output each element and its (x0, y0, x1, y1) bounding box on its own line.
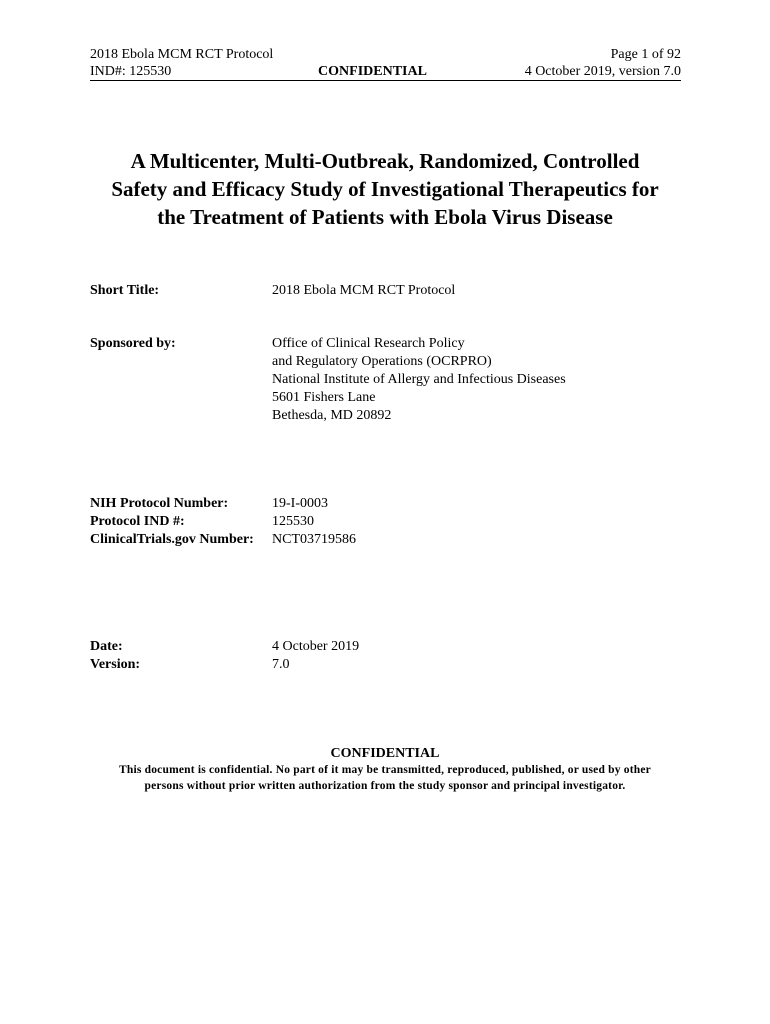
protocol-ind-value: 125530 (272, 514, 314, 529)
version-value: 7.0 (272, 657, 290, 672)
version-label: Version: (90, 657, 141, 672)
clinicaltrials-label: ClinicalTrials.gov Number: (90, 532, 254, 547)
title-line: the Treatment of Patients with Ebola Virus Disease (157, 205, 613, 229)
notice-body (70, 762, 700, 794)
sponsor-label: Sponsored by: (90, 336, 176, 351)
header-rule (90, 80, 681, 81)
short-title-label: Short Title: (90, 283, 160, 298)
protocol-ind-label: Protocol IND #: (90, 514, 185, 529)
notice-heading: CONFIDENTIAL (330, 746, 440, 761)
header-protocol-name: 2018 Ebola MCM RCT Protocol (90, 47, 274, 62)
title-line: A Multicenter, Multi-Outbreak, Randomized, Controlled (130, 149, 640, 173)
sponsor-line: National Institute of Allergy and Infectious Diseases (272, 372, 566, 387)
document-title (70, 147, 700, 231)
confidentiality-notice (70, 745, 700, 794)
nih-protocol-value: 19-I-0003 (272, 496, 328, 511)
sponsor-line: and Regulatory Operations (OCRPRO) (272, 354, 492, 369)
header-ind: IND#: 125530 (90, 64, 172, 79)
header-row-2 (90, 64, 681, 80)
date-value: 4 October 2019 (272, 639, 360, 654)
header-date-version: 4 October 2019, version 7.0 (524, 64, 681, 79)
sponsor-address (272, 335, 566, 425)
header-confidential: CONFIDENTIAL (318, 64, 427, 79)
sponsor-line: Office of Clinical Research Policy (272, 336, 465, 351)
header-row-1 (90, 47, 681, 63)
clinicaltrials-value: NCT03719586 (272, 532, 356, 547)
notice-line: This document is confidential. No part of it may be transmitted, reproduced, published, or used by other (119, 764, 651, 776)
sponsor-line: Bethesda, MD 20892 (272, 408, 392, 423)
date-label: Date: (90, 639, 123, 654)
header-page-number: Page 1 of 92 (610, 47, 681, 62)
notice-line: persons without prior written authorization from the study sponsor and principal investigator. (144, 780, 626, 792)
short-title-value: 2018 Ebola MCM RCT Protocol (272, 283, 456, 298)
title-line: Safety and Efficacy Study of Investigational Therapeutics for (111, 177, 659, 201)
nih-protocol-label: NIH Protocol Number: (90, 496, 229, 511)
sponsor-line: 5601 Fishers Lane (272, 390, 376, 405)
